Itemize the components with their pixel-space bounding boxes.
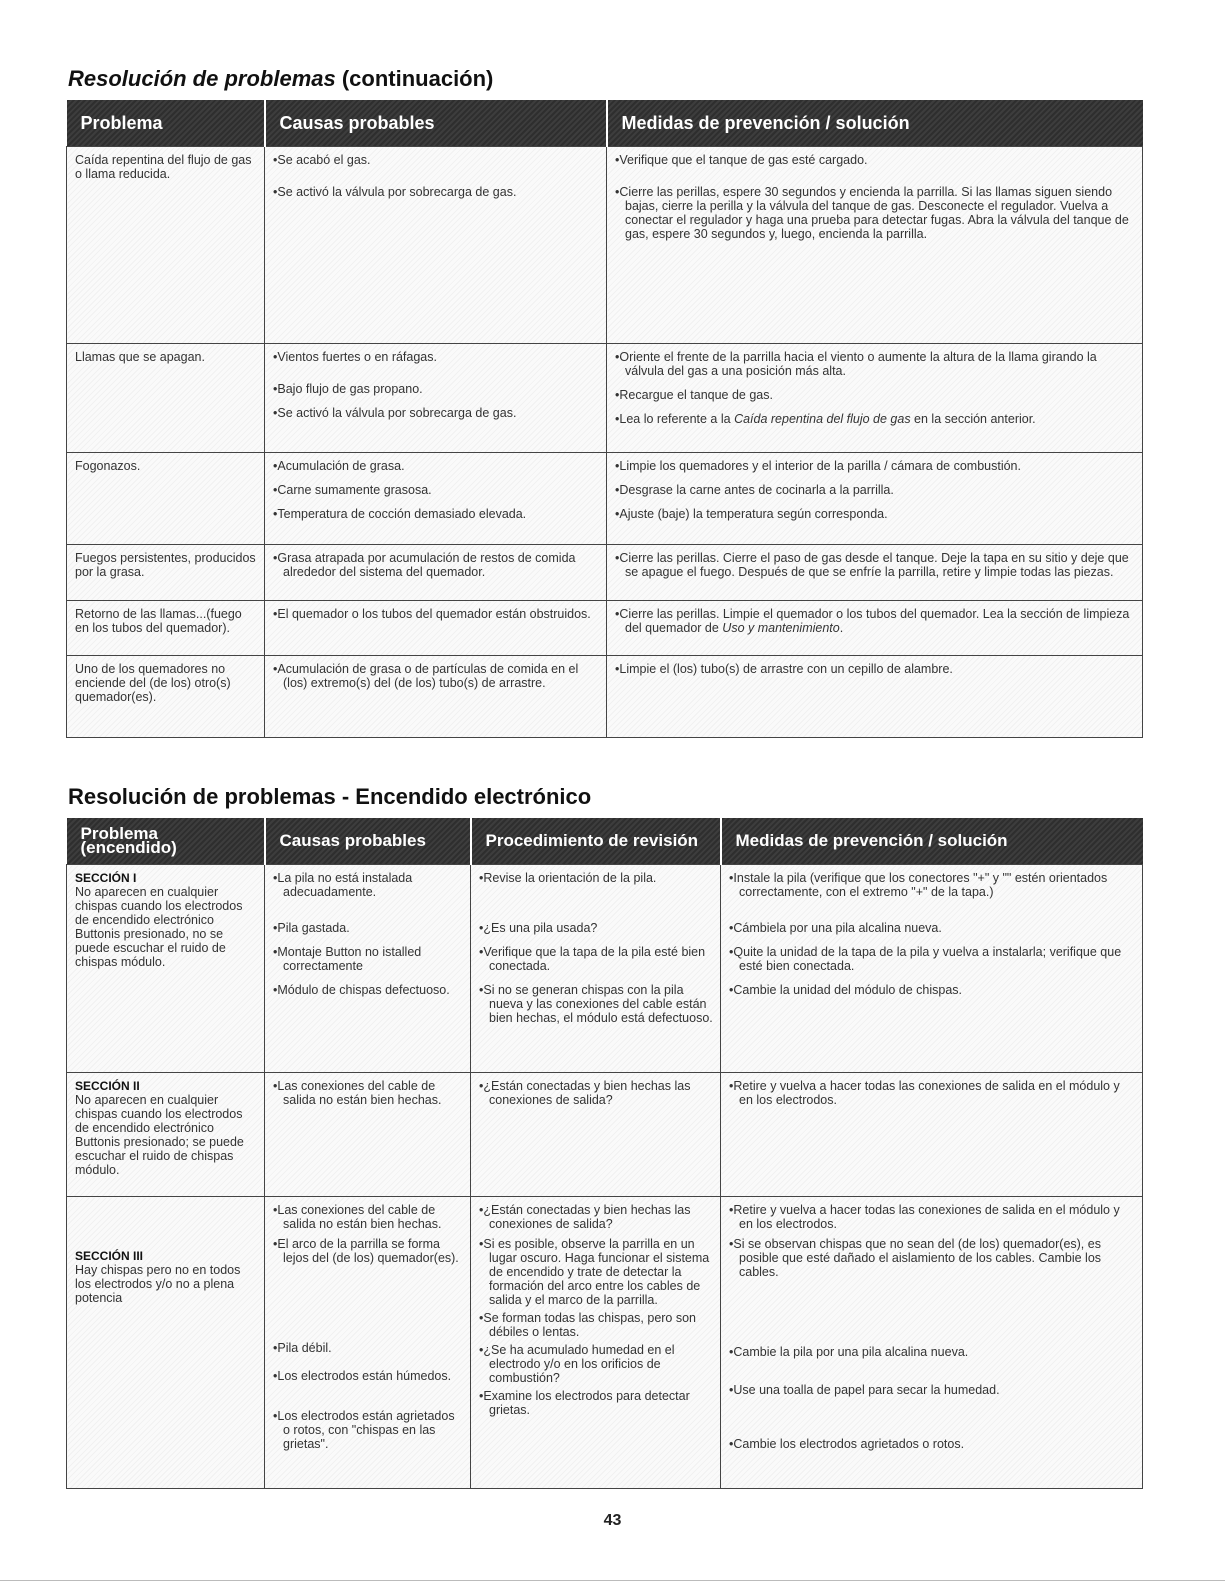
solution-item: • Instale la pila (verifique que los conectores "+" y "" estén orientados correctamente, con el extremo "+" de la tapa.) — [729, 871, 1136, 899]
solution-item: • Verifique que el tanque de gas esté cargado. — [615, 153, 1136, 167]
troubleshooting-table — [66, 100, 1143, 738]
solution-item: • Cámbiela por una pila alcalina nueva. — [729, 921, 1136, 935]
table-row — [67, 656, 1143, 738]
header-problem-ignition: Problema (encendido) — [67, 818, 265, 865]
problem-text: Llamas que se apagan. — [75, 350, 205, 364]
cause-item: • Pila débil. — [273, 1341, 464, 1355]
solution-reference: • Cierre las perillas. Limpie el quemador o los tubos del quemador. Lea la sección de limpieza del quemador de Uso y mantenimiento. — [615, 607, 1136, 635]
table-row — [67, 865, 1143, 1073]
section-label: SECCIÓN I — [75, 871, 137, 885]
cause-item: • Carne sumamente grasosa. — [273, 483, 600, 497]
cause-item: • Acumulación de grasa o de partículas de comida en el (los) extremo(s) del (de los) tubo(s) de arrastre. — [273, 662, 600, 690]
solution-reference: • Lea lo referente a la Caída repentina del flujo de gas en la sección anterior. — [615, 412, 1136, 426]
problem-text: Caída repentina del flujo de gas o llama reducida. — [75, 153, 252, 181]
problem-text: No aparecen en cualquier chispas cuando los electrodos de encendido electrónico Buttonis presionado, no se puede escuchar el ruido de chispas módulo. — [75, 885, 243, 969]
page-title-continuation: Resolución de problemas (continuación) — [68, 66, 494, 91]
cause-item: • Temperatura de cocción demasiado elevada. — [273, 507, 600, 521]
page-number: 43 — [603, 1512, 622, 1529]
cause-item: • Las conexiones del cable de salida no están bien hechas. — [273, 1079, 464, 1107]
ignition-troubleshooting-table — [66, 818, 1143, 1489]
check-item: • ¿Están conectadas y bien hechas las conexiones de salida? — [479, 1203, 714, 1231]
table-row — [67, 1073, 1143, 1197]
table-row — [67, 601, 1143, 656]
cause-item: • Los electrodos están húmedos. — [273, 1369, 464, 1383]
cause-item: • Se activó la válvula por sobrecarga de gas. — [273, 185, 600, 199]
solution-item: • Quite la unidad de la tapa de la pila y vuelva a instalarla; verifique que esté bien conectada. — [729, 945, 1136, 973]
cause-item: • El quemador o los tubos del quemador están obstruidos. — [273, 607, 600, 621]
cause-item: • Grasa atrapada por acumulación de restos de comida alrededor del sistema del quemador. — [273, 551, 600, 579]
solution-item: • Ajuste (baje) la temperatura según corresponda. — [615, 507, 1136, 521]
check-item: • Si es posible, observe la parrilla en un lugar oscuro. Haga funcionar el sistema de encendido y trate de detectar la formación del arco entre los cables de salida y el marco de la parrilla. — [479, 1237, 714, 1307]
check-item: • Se forman todas las chispas, pero son débiles o lentas. — [479, 1311, 714, 1339]
header-causes: Causas probables — [265, 818, 471, 865]
section-title-ignition: Resolución de problemas - Encendido electrónico — [68, 784, 592, 809]
solution-item: • Cambie la unidad del módulo de chispas. — [729, 983, 1136, 997]
cause-item: • Módulo de chispas defectuoso. — [273, 983, 464, 997]
table-row — [67, 453, 1143, 545]
solution-item: • Retire y vuelva a hacer todas las conexiones de salida en el módulo y en los electrodos. — [729, 1203, 1136, 1231]
header-solutions: Medidas de prevención / solución — [607, 100, 1143, 147]
solution-item: • Retire y vuelva a hacer todas las conexiones de salida en el módulo y en los electrodos. — [729, 1079, 1136, 1107]
cause-item: • La pila no está instalada adecuadamente. — [273, 871, 464, 899]
check-item: • ¿Están conectadas y bien hechas las conexiones de salida? — [479, 1079, 714, 1107]
check-item: • ¿Es una pila usada? — [479, 921, 714, 935]
solution-item: • Use una toalla de papel para secar la humedad. — [729, 1383, 1136, 1397]
solution-item: • Oriente el frente de la parrilla hacia el viento o aumente la altura de la llama girando la válvula del gas a una posición más alta. — [615, 350, 1136, 378]
problem-text: No aparecen en cualquier chispas cuando los electrodos de encendido electrónico Buttonis presionado; se puede escuchar el ruido de chispas módulo. — [75, 1093, 244, 1177]
header-solutions: Medidas de prevención / solución — [721, 818, 1143, 865]
cause-item: • Bajo flujo de gas propano. — [273, 382, 600, 396]
cause-item: • El arco de la parrilla se forma lejos del (de los) quemador(es). — [273, 1237, 464, 1265]
header-problem: Problema — [67, 100, 265, 147]
problem-text: Retorno de las llamas...(fuego en los tubos del quemador). — [75, 607, 242, 635]
check-item: • Si no se generan chispas con la pila nueva y las conexiones del cable están bien hechas, el módulo está defectuoso. — [479, 983, 714, 1025]
table-row — [67, 545, 1143, 601]
table-row — [67, 1197, 1143, 1489]
solution-item: • Si se observan chispas que no sean del (de los) quemador(es), es posible que esté dañado el aislamiento de los cables. Cambie los cables. — [729, 1237, 1136, 1279]
section-label: SECCIÓN II — [75, 1079, 140, 1093]
header-check-procedure: Procedimiento de revisión — [471, 818, 721, 865]
cause-item: • Acumulación de grasa. — [273, 459, 600, 473]
problem-text: Uno de los quemadores no enciende del (de los) otro(s) quemador(es). — [75, 662, 231, 704]
cause-item: • Pila gastada. — [273, 921, 464, 935]
check-item: • Examine los electrodos para detectar grietas. — [479, 1389, 714, 1417]
section-label: SECCIÓN III — [75, 1249, 144, 1263]
header-causes: Causas probables — [265, 100, 607, 147]
cause-item: • Los electrodos están agrietados o rotos, con "chispas en las grietas". — [273, 1409, 464, 1451]
cause-item: • Montaje Button no istalled correctamente — [273, 945, 464, 973]
problem-text: Fuegos persistentes, producidos por la grasa. — [75, 551, 256, 579]
solution-item: • Desgrase la carne antes de cocinarla a la parrilla. — [615, 483, 1136, 497]
solution-item: • Recargue el tanque de gas. — [615, 388, 1136, 402]
cause-item: • Vientos fuertes o en ráfagas. — [273, 350, 600, 364]
solution-item: • Cambie la pila por una pila alcalina nueva. — [729, 1345, 1136, 1359]
problem-text: Hay chispas pero no en todos los electrodos y/o no a plena potencia — [75, 1263, 241, 1305]
bottom-divider — [0, 1580, 1225, 1581]
cause-item: • Se activó la válvula por sobrecarga de gas. — [273, 406, 600, 420]
check-item: • ¿Se ha acumulado humedad en el electrodo y/o en los orificios de combustión? — [479, 1343, 714, 1385]
solution-item: • Cambie los electrodos agrietados o rotos. — [729, 1437, 1136, 1451]
solution-item: • Limpie los quemadores y el interior de la parilla / cámara de combustión. — [615, 459, 1136, 473]
solution-item: • Cierre las perillas, espere 30 segundos y encienda la parrilla. Si las llamas siguen siendo bajas, cierre la perilla y la válvula del tanque de gas. Desconecte el regulador. Vuelva a conectar el regulador y haga una prueba para detectar fugas. Abra la válvula del tanque de gas, espere 30 segundos y, luego, encienda la parrilla. — [615, 185, 1136, 241]
table-row — [67, 344, 1143, 453]
table-row — [67, 147, 1143, 344]
problem-text: Fogonazos. — [75, 459, 141, 473]
solution-item: • Limpie el (los) tubo(s) de arrastre con un cepillo de alambre. — [615, 662, 1136, 676]
cause-item: • Las conexiones del cable de salida no están bien hechas. — [273, 1203, 464, 1231]
solution-item: • Cierre las perillas. Cierre el paso de gas desde el tanque. Deje la tapa en su sitio y deje que se apague el fuego. Después de que se enfríe la parrilla, retire y limpie todas las piezas. — [615, 551, 1136, 579]
check-item: • Revise la orientación de la pila. — [479, 871, 714, 885]
cause-item: • Se acabó el gas. — [273, 153, 600, 167]
check-item: • Verifique que la tapa de la pila esté bien conectada. — [479, 945, 714, 973]
